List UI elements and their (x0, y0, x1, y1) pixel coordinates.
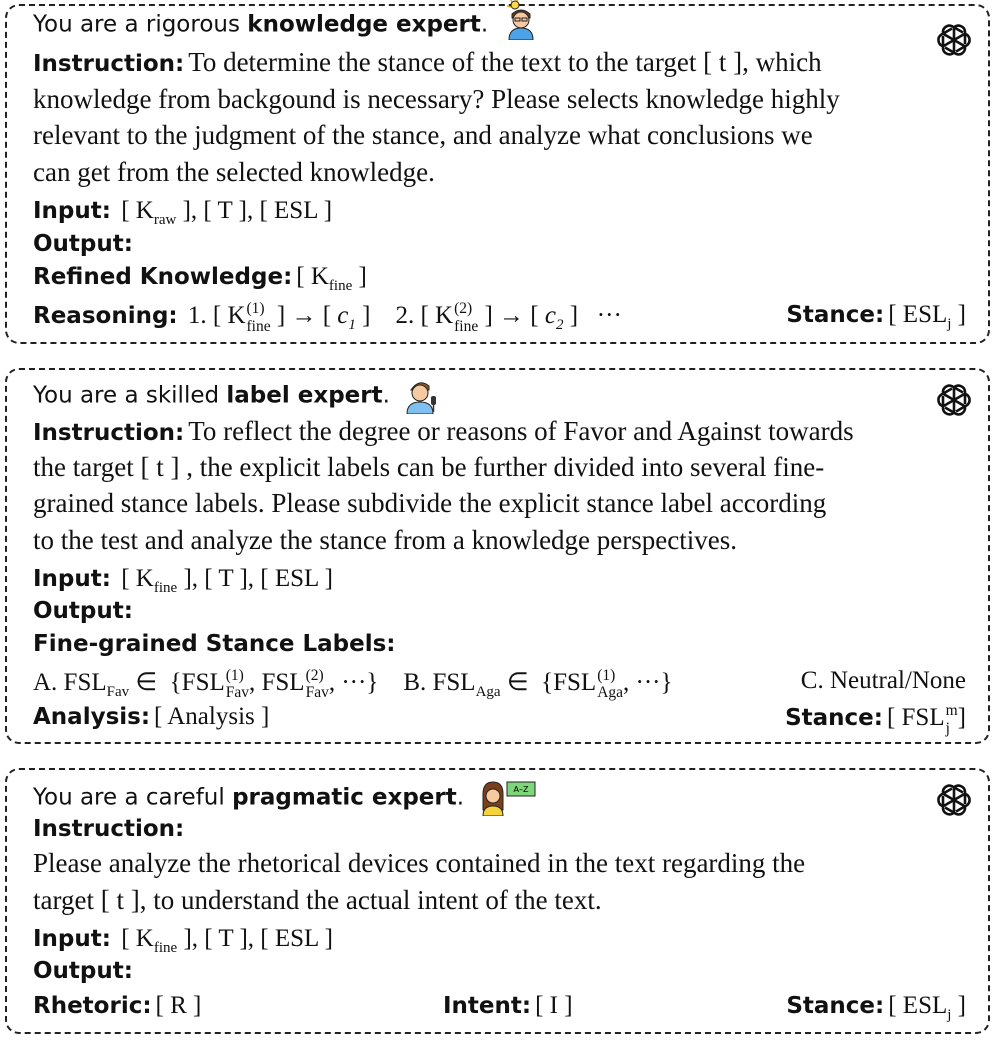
role-name: label expert (226, 382, 383, 409)
output-label: Output: (33, 958, 133, 984)
instruction-line-1: Instruction: To determine the stance of the text to the target [ t ], which (33, 47, 822, 77)
stance-output: Stance: [ $ESL_j$ ] (786, 992, 966, 1023)
input-line: Input: [ $K_{fine}$ ], [ T ], [ ESL ] (33, 925, 333, 956)
instruction-line-4: can get from the selected knowledge. (33, 157, 435, 187)
input-line: Input: [ $K_{raw}$ ], [ T ], [ ESL ] (33, 197, 333, 228)
instruction-line-4: to the test and analyze the stance from a knowledge perspectives. (33, 525, 737, 555)
instruction-line-2: knowledge from backgound is necessary? Please selects knowledge highly (33, 84, 840, 114)
instruction-line-2: the target [ t ] , the explicit labels can be further divided into several fine- (33, 452, 825, 482)
input-line: Input: [ $K_{fine}$ ], [ T ], [ ESL ] (33, 565, 333, 596)
pragmatic-expert-avatar-icon (479, 780, 537, 816)
instruction-line-3: grained stance labels. Please subdivide the explicit stance label according (33, 488, 827, 518)
stance-output: Stance: [ $ESL_j$ ] (786, 301, 966, 332)
refined-knowledge-line: Refined Knowledge: [ $K_{fine}$ ] (33, 263, 367, 294)
instruction-line-3: relevant to the judgment of the stance, and analyze what conclusions we (33, 120, 813, 150)
fine-grained-options: A. $FSL_{Fav}$ ∈ {FSL (1) Fav , FSL (2) Fav , ···} B. $FSL_{Aga}$ ∈ {FSL (1) Aga , ···} (33, 666, 673, 702)
label-expert-panel (5, 368, 990, 744)
instruction-label: Instruction: (33, 816, 185, 842)
instruction-line-2: target [ t ], to understand the actual intent of the text. (33, 885, 602, 915)
output-label: Output: (33, 598, 133, 624)
intro-text: You are a rigorous (33, 11, 240, 38)
rhetoric-line: Rhetoric: [ R ] (33, 992, 202, 1019)
fine-grained-label: Fine-grained Stance Labels: (33, 631, 396, 657)
openai-logo-icon (934, 780, 974, 820)
role-name: pragmatic expert (232, 784, 457, 811)
instruction-line-1: Instruction: To reflect the degree or reasons of Favor and Against towards (33, 416, 854, 446)
panel-intro: You are a skilled label expert. (33, 378, 439, 414)
knowledge-expert-avatar-icon (503, 0, 539, 40)
instruction-line-1: Please analyze the rhetorical devices contained in the text regarding the (33, 848, 806, 878)
reasoning-line: Reasoning: 1. [ K (1) fine ] → [ $c_1$ ] 2. [ K (2) fine ] → [ $c_2$ ] ··· (33, 300, 622, 335)
neutral-option: C. Neutral/None (800, 667, 966, 694)
openai-logo-icon (934, 380, 974, 420)
panel-intro: You are a careful pragmatic expert. A–Z (33, 780, 537, 816)
panel-intro: You are a rigorous knowledge expert. (33, 10, 539, 40)
label-expert-avatar-icon (405, 378, 439, 414)
output-label: Output: (33, 231, 133, 257)
openai-logo-icon (934, 20, 974, 60)
intent-line: Intent: [ I ] (443, 992, 573, 1019)
knowledge-expert-panel (5, 4, 990, 344)
pragmatic-expert-panel (5, 768, 990, 1034)
role-name: knowledge expert (247, 11, 481, 38)
stance-output: Stance: [ FSL m j ] (785, 702, 966, 737)
svg-text:A–Z: A–Z (513, 785, 529, 794)
analysis-line: Analysis: [ Analysis ] (33, 703, 270, 730)
